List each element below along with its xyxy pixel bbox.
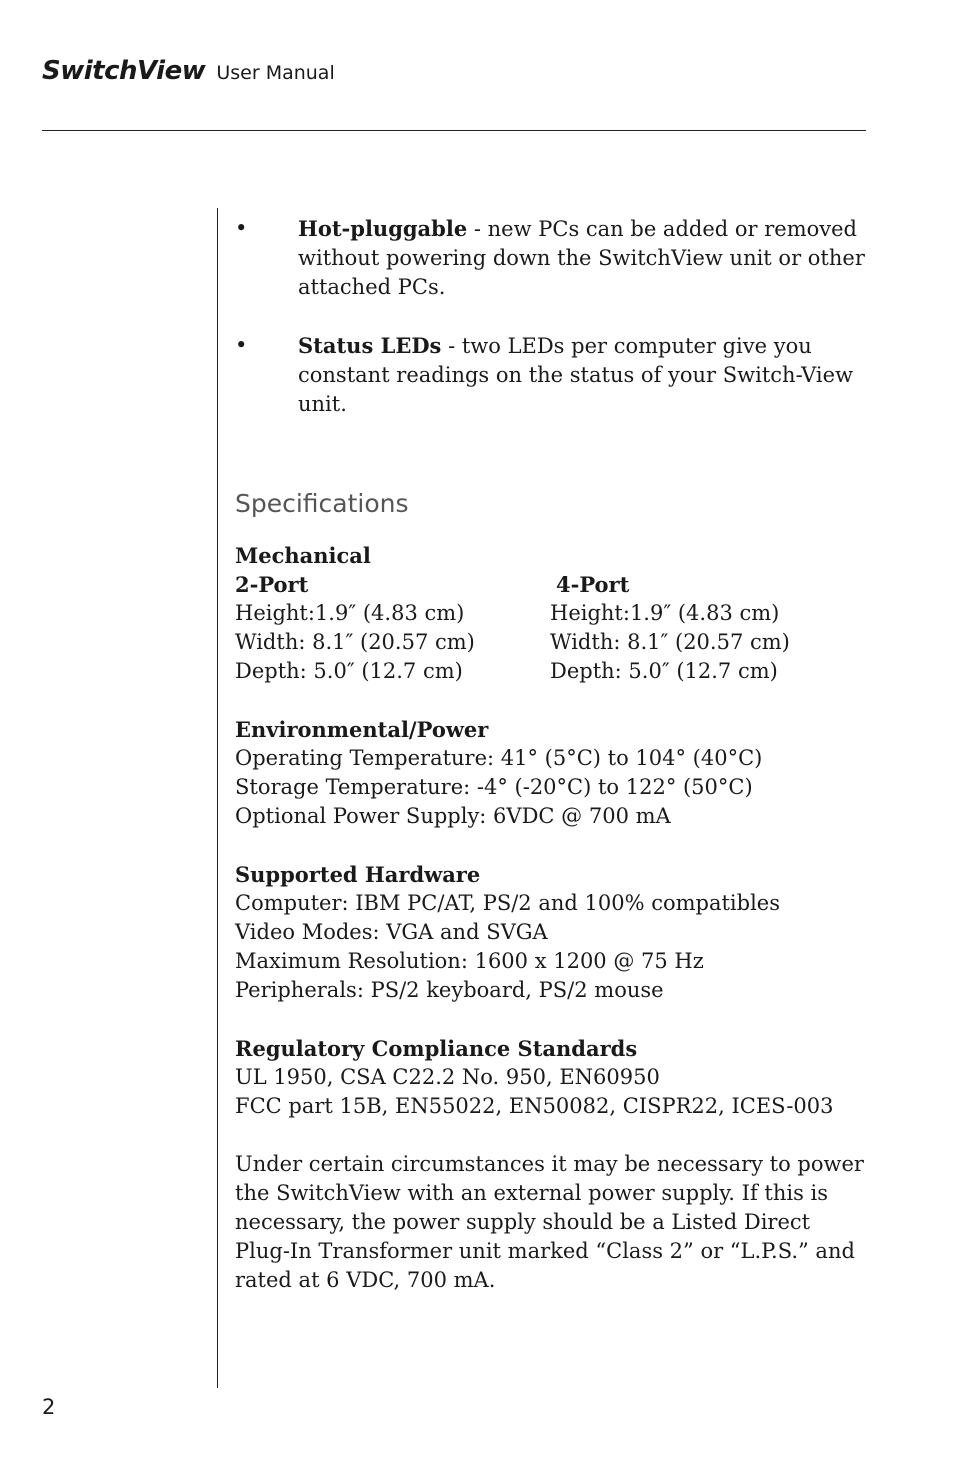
environmental-specs (235, 715, 865, 831)
bullet-marker: • (235, 216, 248, 240)
hardware-specs (235, 860, 865, 1005)
spec-line: Maximum Resolution: 1600 x 1200 @ 75 Hz (235, 949, 704, 973)
column-heading: 4-Port (556, 572, 630, 597)
spec-line: FCC part 15B, EN55022, EN50082, CISPR22, ICES-003 (235, 1094, 834, 1118)
bullet-term: Status LEDs (298, 333, 442, 358)
spec-line: Peripherals: PS/2 keyboard, PS/2 mouse (235, 978, 664, 1002)
spec-line: Operating Temperature: 41° (5°C) to 104° (40°C) (235, 746, 763, 770)
bullet-term: Hot-pluggable (298, 216, 468, 241)
header-divider (42, 130, 866, 131)
bullet-item (235, 331, 865, 419)
spec-line: Depth: 5.0″ (12.7 cm) (235, 659, 463, 683)
column-heading: 2-Port (235, 572, 309, 597)
spec-line: Height:1.9″ (4.83 cm) (550, 601, 780, 625)
margin-rule (217, 208, 218, 1388)
bullet-text: - new PCs can be added or removed without powering down the SwitchView unit or other attached PCs. (298, 217, 865, 299)
power-supply-note: Under certain circumstances it may be necessary to power the SwitchView with an external power supply. If this is necessary, the power supply should be a Listed Direct Plug-In Transformer unit marked “Class 2” or “L.P.S.” and rated at 6 VDC, 700 mA. (235, 1152, 864, 1292)
page-number: 2 (42, 1395, 56, 1419)
spec-line: Computer: IBM PC/AT, PS/2 and 100% compatibles (235, 891, 781, 915)
block-heading: Regulatory Compliance Standards (235, 1036, 638, 1061)
document-title: User Manual (216, 62, 335, 84)
bullet-item (235, 214, 865, 302)
spec-line: Video Modes: VGA and SVGA (235, 920, 548, 944)
four-port-column (550, 570, 865, 686)
regulatory-specs (235, 1034, 865, 1121)
two-port-column (235, 570, 550, 686)
block-heading: Supported Hardware (235, 862, 481, 887)
block-heading: Environmental/Power (235, 717, 489, 742)
spec-line: Optional Power Supply: 6VDC @ 700 mA (235, 804, 671, 828)
mechanical-specs (235, 541, 865, 686)
spec-line: Width: 8.1″ (20.57 cm) (235, 630, 475, 654)
block-heading: Mechanical (235, 543, 371, 568)
spec-line: Depth: 5.0″ (12.7 cm) (550, 659, 778, 683)
page-content (235, 214, 865, 1295)
spec-line: Width: 8.1″ (20.57 cm) (550, 630, 790, 654)
brand-name: SwitchView (42, 56, 206, 86)
spec-line: UL 1950, CSA C22.2 No. 950, EN60950 (235, 1065, 660, 1089)
spec-line: Height:1.9″ (4.83 cm) (235, 601, 465, 625)
spec-line: Storage Temperature: -4° (-20°C) to 122° (50°C) (235, 775, 753, 799)
running-header (42, 56, 335, 86)
bullet-marker: • (235, 333, 248, 357)
section-title: Specifications (235, 489, 409, 518)
bullet-text: - two LEDs per computer give you constant readings on the status of your Switch-View unit. (298, 334, 854, 416)
